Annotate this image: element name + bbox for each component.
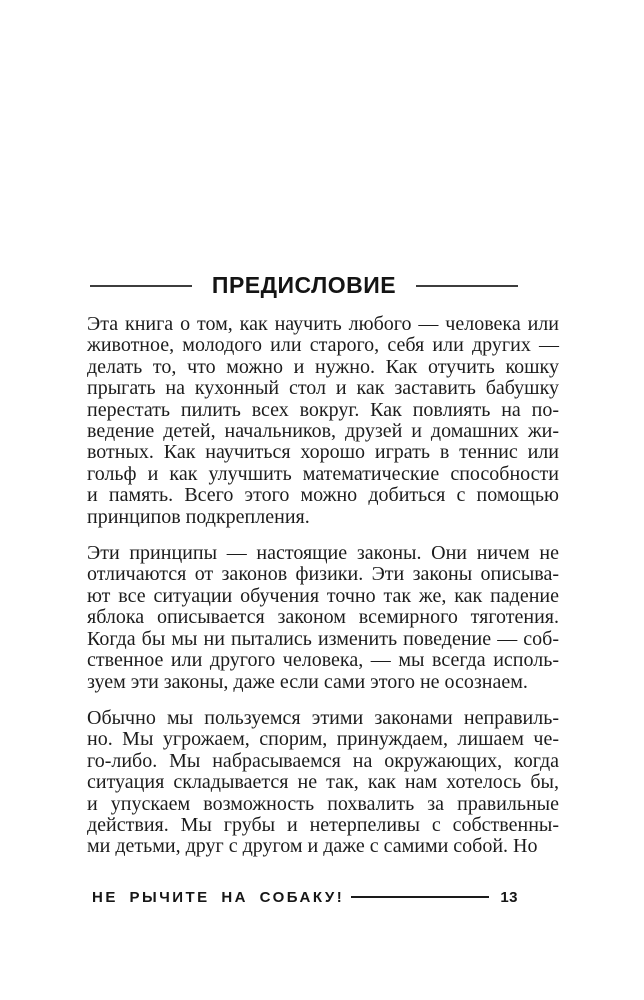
text-line: и память. Всего этого можно добиться с помощью bbox=[87, 484, 559, 507]
page-body bbox=[87, 314, 559, 858]
text-line: ми детьми, друг с другом и даже с самими собой. Но bbox=[87, 835, 538, 858]
footer-page-number: 13 bbox=[500, 888, 518, 906]
chapter-heading bbox=[90, 272, 518, 299]
text-line: перестать пилить всех вокруг. Как повлиять на по- bbox=[87, 398, 559, 421]
text-line: ют все ситуации обучения точно так же, как падение bbox=[87, 584, 559, 607]
text-line: делать то, что можно и нужно. Как отучить кошку bbox=[87, 355, 559, 378]
paragraph bbox=[87, 314, 559, 528]
footer-book-title: НЕ РЫЧИТЕ НА СОБАКУ! bbox=[92, 888, 345, 906]
text-line: животное, молодого или старого, себя или других — bbox=[87, 334, 559, 357]
chapter-title: ПРЕДИСЛОВИЕ bbox=[211, 272, 397, 298]
footer-rule bbox=[351, 896, 489, 898]
heading-rule-left bbox=[90, 285, 192, 287]
text-line: гольф и как улучшить математические способности bbox=[87, 462, 559, 485]
text-line: Эти принципы — настоящие законы. Они ничем не bbox=[87, 542, 559, 565]
text-line: Когда бы мы ни пытались изменить поведение — соб- bbox=[87, 627, 559, 650]
text-line: Обычно мы пользуемся этими законами неправиль- bbox=[87, 706, 559, 729]
text-line: отличаются от законов физики. Эти законы описыва- bbox=[87, 563, 559, 586]
text-line: вотных. Как научиться хорошо играть в теннис или bbox=[87, 441, 559, 464]
paragraph bbox=[87, 708, 559, 858]
text-line: и упускаем возможность похвалить за правильные bbox=[87, 792, 559, 815]
text-line: принципов подкрепления. bbox=[87, 505, 310, 528]
page-footer bbox=[92, 888, 518, 906]
text-line: ственное или другого человека, — мы всегда исполь- bbox=[87, 649, 559, 672]
text-line: действия. Мы грубы и нетерпеливы с собственны- bbox=[87, 813, 559, 836]
paragraph bbox=[87, 543, 559, 693]
text-line: Эта книга о том, как научить любого — человека или bbox=[87, 313, 559, 335]
text-line: ситуация складывается не так, как нам хотелось бы, bbox=[87, 771, 559, 794]
text-line: ведение детей, начальников, друзей и домашних жи- bbox=[87, 420, 559, 443]
text-line: го-либо. Мы набрасываемся на окружающих, когда bbox=[87, 749, 559, 772]
text-line: яблока описывается законом всемирного тяготения. bbox=[87, 606, 559, 629]
text-line: зуем эти законы, даже если сами этого не осознаем. bbox=[87, 670, 528, 693]
text-line: прыгать на кухонный стол и как заставить бабушку bbox=[87, 377, 559, 400]
heading-rule-right bbox=[416, 285, 518, 287]
text-line: но. Мы угрожаем, спорим, принуждаем, лишаем че- bbox=[87, 728, 559, 751]
